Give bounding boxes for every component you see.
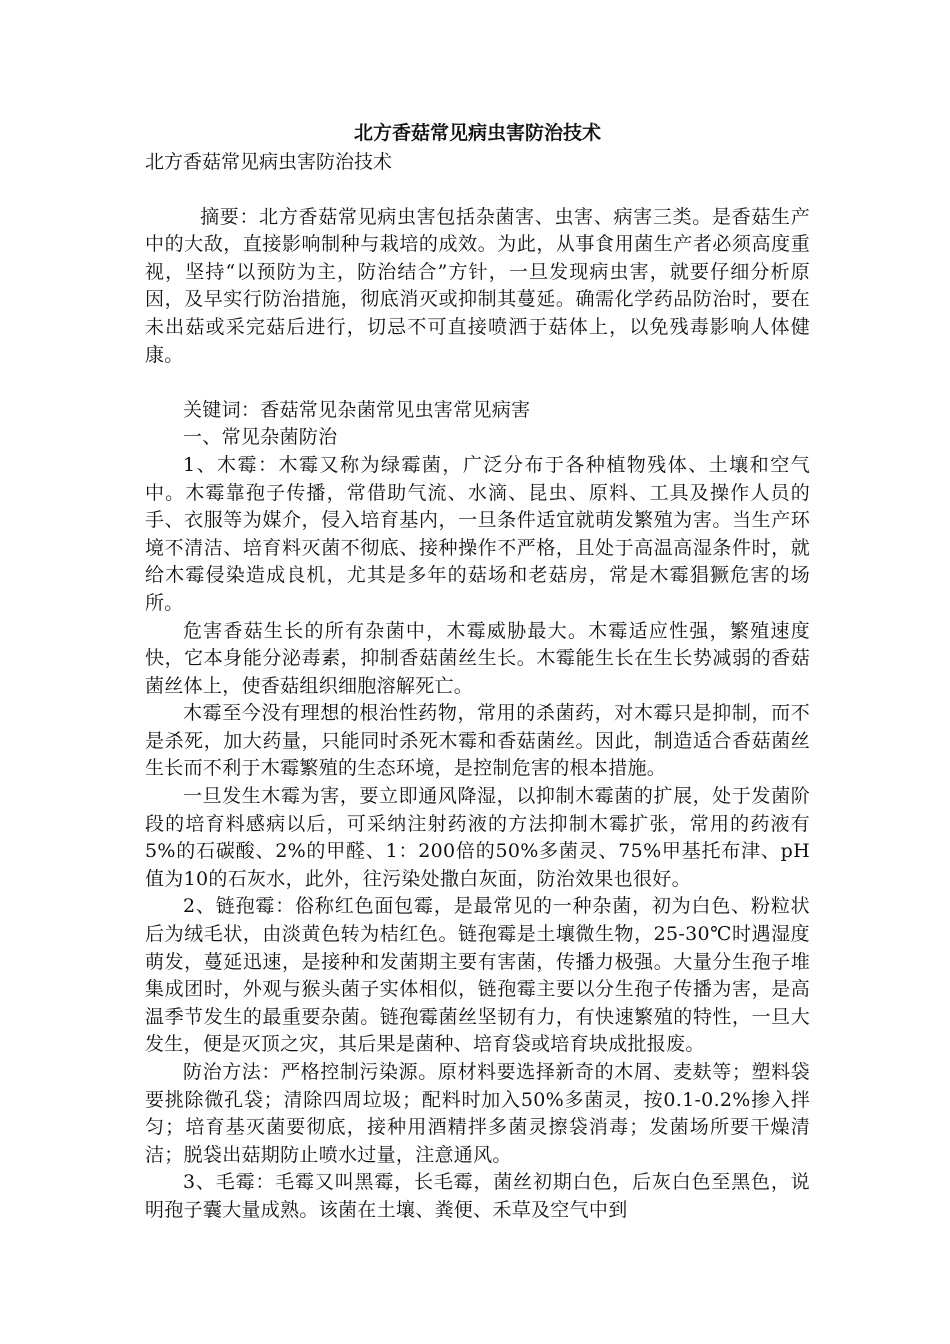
body-paragraph: 2、链孢霉：俗称红色面包霉，是最常见的一种杂菌，初为白色、粉粒状后为绒毛状，由淡黄色转为桔红色。链孢霉是土壤微生物，25-30℃时遇湿度萌发，蔓延迅速，是接种和发菌期主要有害菌，传播力极强。大量分生孢子堆集成团时，外观与猴头菌子实体相似，链孢霉主要以分生孢子传播为害，是高温季节发生的最重要杂菌。链孢霉菌丝坚韧有力，有快速繁殖的特性，一旦大发生，便是灭顶之灾，其后果是菌种、培育袋或培育块成批报废。 <box>145 895 810 1056</box>
blank-line <box>145 369 810 397</box>
body-paragraph: 1、木霉：木霉又称为绿霉菌，广泛分布于各种植物残体、土壤和空气中。木霉靠孢子传播，常借助气流、水滴、昆虫、原料、工具及操作人员的手、衣服等为媒介，侵入培育基内，一旦条件适宜就萌发繁殖为害。当生产环境不清洁、培育料灭菌不彻底、接种操作不严格，且处于高温高湿条件时，就给木霉侵染造成良机，尤其是多年的菇场和老菇房，常是木霉猖獗危害的场所。 <box>145 453 810 614</box>
keywords-line: 关键词：香菇常见杂菌常见虫害常见病害 <box>183 398 531 421</box>
document-title: 北方香菇常见病虫害防治技术 <box>353 122 601 144</box>
body-paragraph: 3、毛霉：毛霉又叫黑霉，长毛霉，菌丝初期白色，后灰白色至黑色，说明孢子囊大量成熟。该菌在土壤、粪便、禾草及空气中到 <box>145 1171 810 1221</box>
document-subtitle: 北方香菇常见病虫害防治技术 <box>145 151 393 173</box>
blank-line <box>145 176 810 204</box>
body-paragraph: 危害香菇生长的所有杂菌中，木霉威胁最大。木霉适应性强，繁殖速度快，它本身能分泌毒素，抑制香菇菌丝生长。木霉能生长在生长势减弱的香菇菌丝体上，使香菇组织细胞溶解死亡。 <box>145 619 810 697</box>
body-paragraph: 一旦发生木霉为害，要立即通风降湿，以抑制木霉菌的扩展，处于发菌阶段的培育料感病以后，可采纳注射药液的方法抑制木霉扩张，常用的药液有5%的石碳酸、2%的甲醛、1：200倍的50%多菌灵、75%甲基托布津、pH值为10的石灰水，此外，往污染处撒白灰面，防治效果也很好。 <box>145 785 810 890</box>
section-heading: 一、常见杂菌防治 <box>183 426 338 449</box>
abstract-paragraph: 摘要：北方香菇常见病虫害包括杂菌害、虫害、病害三类。是香菇生产中的大敌，直接影响制种与栽培的成效。为此，从事食用菌生产者必须高度重视，坚持“以预防为主，防治结合”方针，一旦发现病虫害，就要仔细分析原因，及早实行防治措施，彻底消灭或抑制其蔓延。确需化学药品防治时，要在未出菇或采完菇后进行，切忌不可直接喷洒于菇体上，以免残毒影响人体健康。 <box>145 205 810 366</box>
document-page <box>145 118 810 1225</box>
body-paragraph: 防治方法：严格控制污染源。原材料要选择新奇的木屑、麦麸等；塑料袋要挑除微孔袋；清除四周垃圾；配料时加入50%多菌灵，按0.1-0.2%掺入拌匀；培育基灭菌要彻底，接种用酒精拌多菌灵擦袋消毒；发菌场所要干燥清洁；脱袋出菇期防止喷水过量，注意通风。 <box>145 1061 810 1166</box>
body-paragraph: 木霉至今没有理想的根治性药物，常用的杀菌药，对木霉只是抑制，而不是杀死，加大药量，只能同时杀死木霉和香菇菌丝。因此，制造适合香菇菌丝生长而不利于木霉繁殖的生态环境，是控制危害的根本措施。 <box>145 702 810 780</box>
